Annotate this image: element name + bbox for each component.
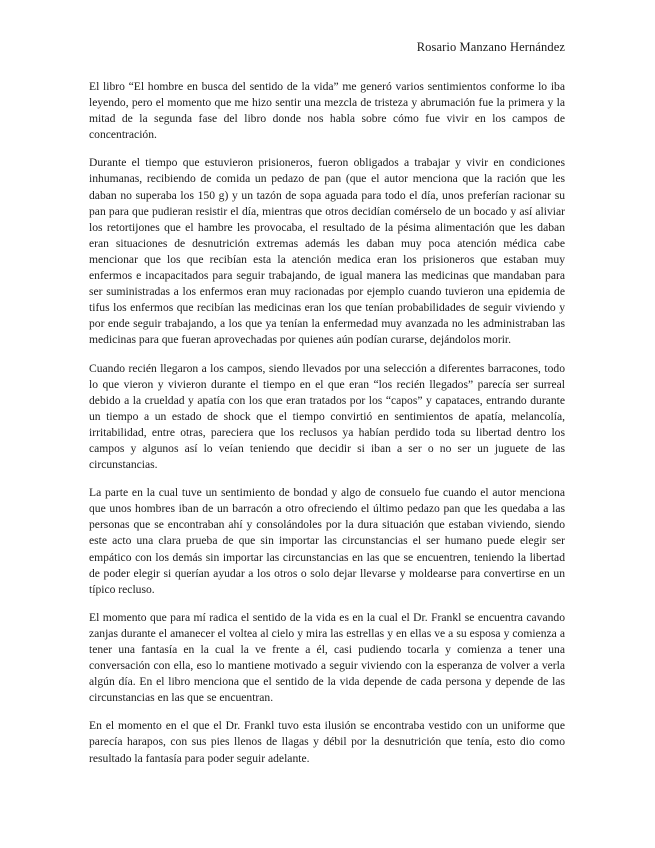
document-body xyxy=(89,79,565,779)
paragraph-6: En el momento en el que el Dr. Frankl tuvo esta ilusión se encontraba vestido con un uniforme que parecía harapos, con sus pies llenos de llagas y débil por la desnutrición que tenía, esto dio como resultado la fantasía para poder seguir adelante. xyxy=(89,719,565,765)
paragraph-4: La parte en la cual tuve un sentimiento de bondad y algo de consuelo fue cuando el autor menciona que unos hombres iban de un barracón a otro ofreciendo el último pedazo pan que les quedaba a las personas que se encontraban ahí y consolándoles por la dura situación que estaban viviendo, siendo este acto una clara prueba de que sin importar las circunstancias el ser humano puede elegir ser empático con los demás sin importar las circunstancias en las que se encuentren, teniendo la libertad de poder elegir si querían ayudar a los otros o solo dejar llevarse y moldearse para convertirse en un típico recluso. xyxy=(89,486,565,596)
paragraph-1: El libro “El hombre en busca del sentido de la vida” me generó varios sentimientos conforme lo iba leyendo, pero el momento que me hizo sentir una mezcla de tristeza y abrumación fue la primera y la mitad de la segunda fase del libro donde nos habla sobre cómo fue vivir en los campos de concentración. xyxy=(89,80,565,142)
paragraph-3: Cuando recién llegaron a los campos, siendo llevados por una selección a diferentes barracones, todo lo que vieron y vivieron durante el tiempo en el que eran “los recién llegados” parecía ser surreal debido a la crueldad y apatía con los que eran tratados por los “capos” y capataces, entrando durante un tiempo a un estado de shock que el tiempo convirtió en sentimientos de apatía, melancolía, irritabilidad, entre otras, pareciera que los reclusos ya habían perdido toda su libertad dentro los campos y algunos así lo veían teniendo que decidir si iban a ser o no ser un juguete de las circunstancias. xyxy=(89,361,565,472)
paragraph-2: Durante el tiempo que estuvieron prisioneros, fueron obligados a trabajar y vivir en condiciones inhumanas, recibiendo de comida un pedazo de pan (que el autor menciona que la ración que les daban no superaba los 150 g) y un tazón de sopa aguada para todo el día, unos preferían racionar su pan para que pudieran resistir el día, mientras que otros decidían comérselo de un bocado y así aliviar los retortijones que el hambre les provocaba, el resultado de la pésima alimentación que les daban eran situaciones de desnutrición extremas además les daban muy poca atención médica cabe mencionar que los que recibían esta la atención medica eran los prisioneros que estaban muy enfermos e incapacitados para seguir trabajando, de igual manera las medicinas que mandaban para ser suministradas a los enfermos eran muy racionadas por ejemplo cuando tuvieron una epidemia de tifus los enfermos que recibían las medicinas eran los que tenían probabilidades de seguir viviendo y por ende seguir trabajando, a los que ya tenían la enfermedad muy avanzada no les administraban las medicinas para que fueran aprovechadas por quienes aún podían curarse, dejándolos morir. xyxy=(89,156,565,347)
paragraph-5: El momento que para mí radica el sentido de la vida es en la cual el Dr. Frankl se encuentra cavando zanjas durante el amanecer el voltea al cielo y mira las estrellas y en ellas ve a su esposa y comienza a tener una fantasía en la cual la ve frente a él, casi pudiendo tocarla y comienza a tener una conversación con ella, eso lo mantiene motivado a seguir viviendo con la esperanza de volver a verla algún día. En el libro menciona que el sentido de la vida depende de cada persona y depende de las circunstancias en las que se encuentran. xyxy=(89,610,565,705)
author-header: Rosario Manzano Hernández xyxy=(416,40,565,54)
